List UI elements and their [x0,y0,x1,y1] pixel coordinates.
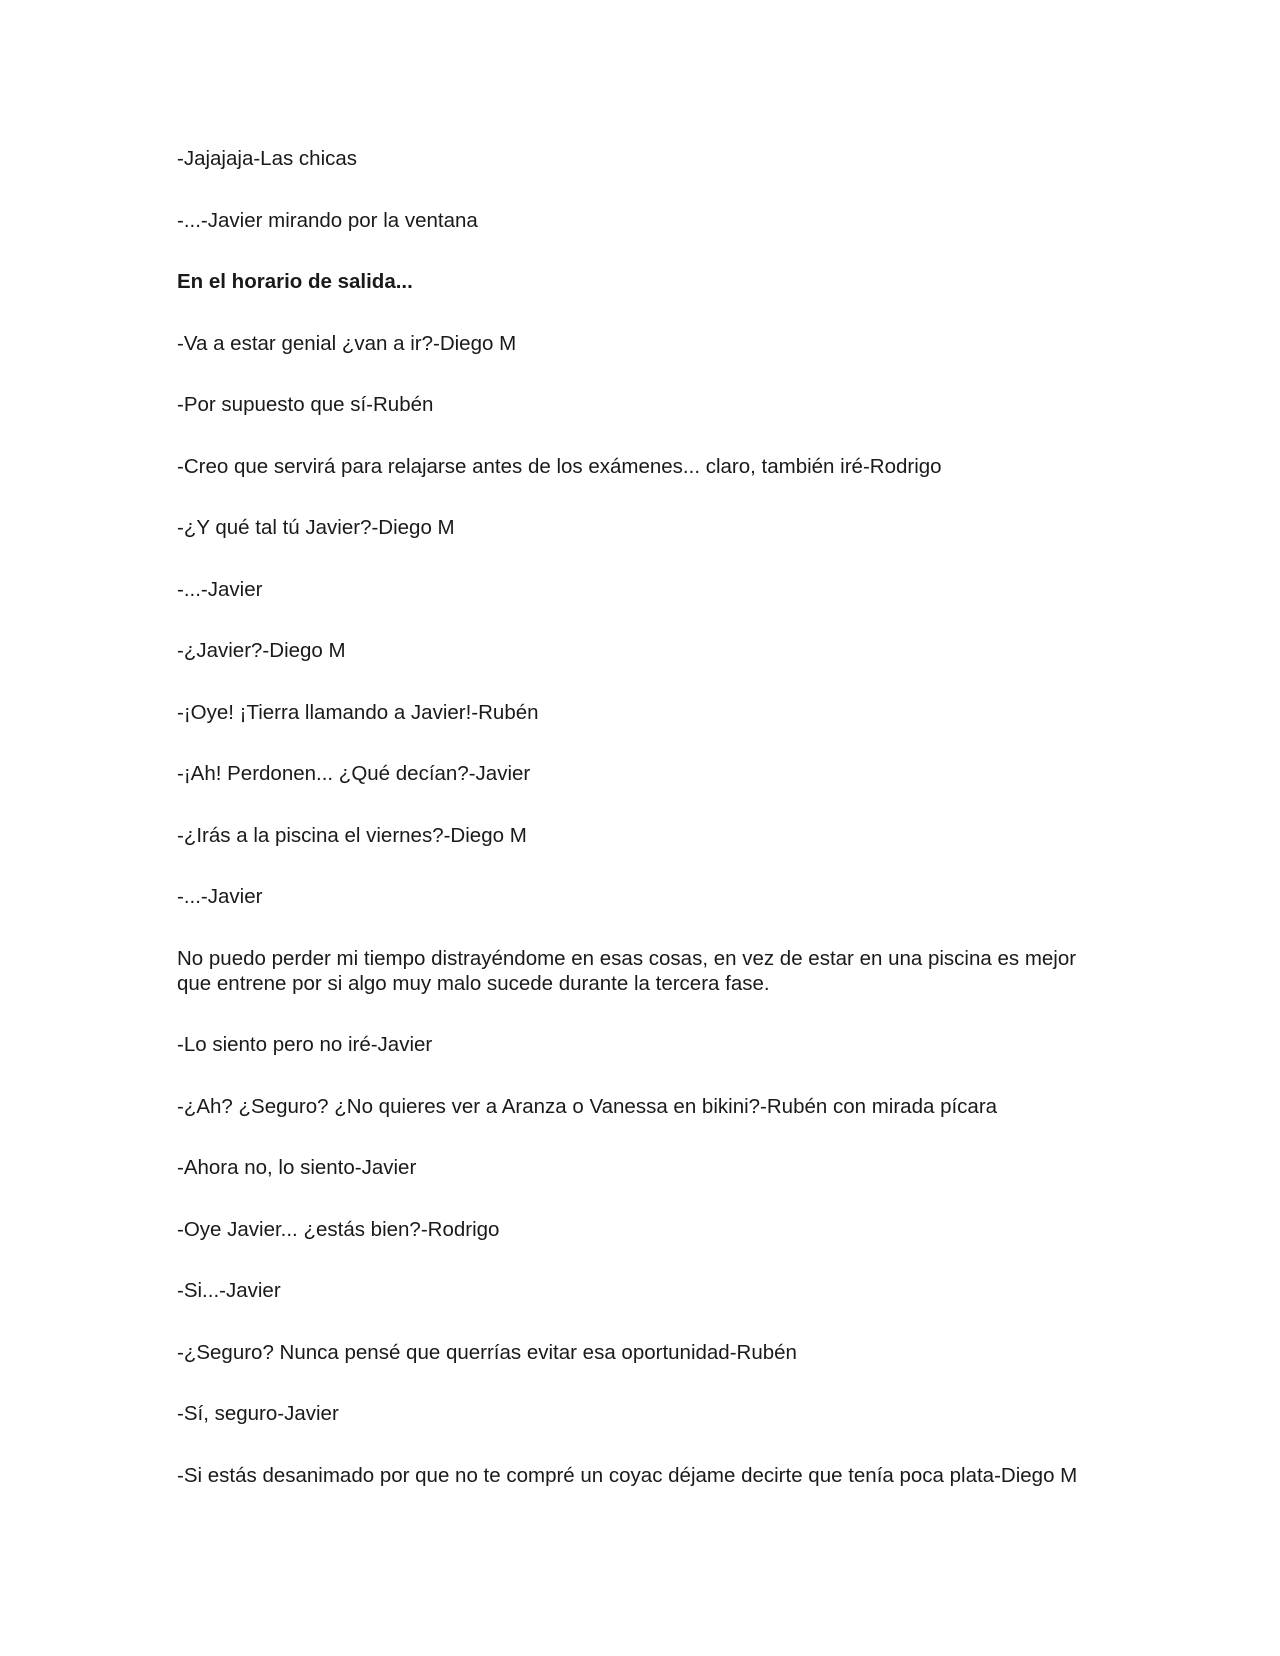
dialogue-line: -¡Oye! ¡Tierra llamando a Javier!-Rubén [177,700,539,724]
dialogue-line: -¿Ah? ¿Seguro? ¿No quieres ver a Aranza o Vanessa en bikini?-Rubén con mirada pícara [177,1094,998,1118]
dialogue-line: -¿Irás a la piscina el viernes?-Diego M [177,823,527,847]
dialogue-line: -Si estás desanimado por que no te compré un coyac déjame decirte que tenía poca plata-Diego M [177,1463,1078,1487]
dialogue-line: -Va a estar genial ¿van a ir?-Diego M [177,331,517,355]
dialogue-line: -Lo siento pero no iré-Javier [177,1033,433,1056]
dialogue-line: -Jajajaja-Las chicas [177,147,358,170]
dialogue-line: -Si...-Javier [177,1279,281,1302]
scene-heading: En el horario de salida... [177,270,413,293]
dialogue-line: -...-Javier mirando por la ventana [177,208,478,232]
dialogue-line: -¿Javier?-Diego M [177,639,346,662]
dialogue-line: -Oye Javier... ¿estás bien?-Rodrigo [177,1217,500,1241]
narration-paragraph: No puedo perder mi tiempo distrayéndome en esas cosas, en vez de estar en una piscina es mejor que entrene por si algo muy malo sucede durante la tercera fase. [177,946,1077,995]
dialogue-line: -Ahora no, lo siento-Javier [177,1156,417,1179]
dialogue-line: -Creo que servirá para relajarse antes de los exámenes... claro, también iré-Rodrigo [177,454,942,478]
dialogue-line: -Por supuesto que sí-Rubén [177,393,434,416]
dialogue-line: -¿Seguro? Nunca pensé que querrías evitar esa oportunidad-Rubén [177,1340,797,1364]
dialogue-line: -¡Ah! Perdonen... ¿Qué decían?-Javier [177,762,531,785]
dialogue-line: -...-Javier [177,885,263,908]
document-body [177,146,1102,1524]
dialogue-line: -Sí, seguro-Javier [177,1402,339,1425]
dialogue-line: -...-Javier [177,577,263,601]
dialogue-line: -¿Y qué tal tú Javier?-Diego M [177,516,455,539]
